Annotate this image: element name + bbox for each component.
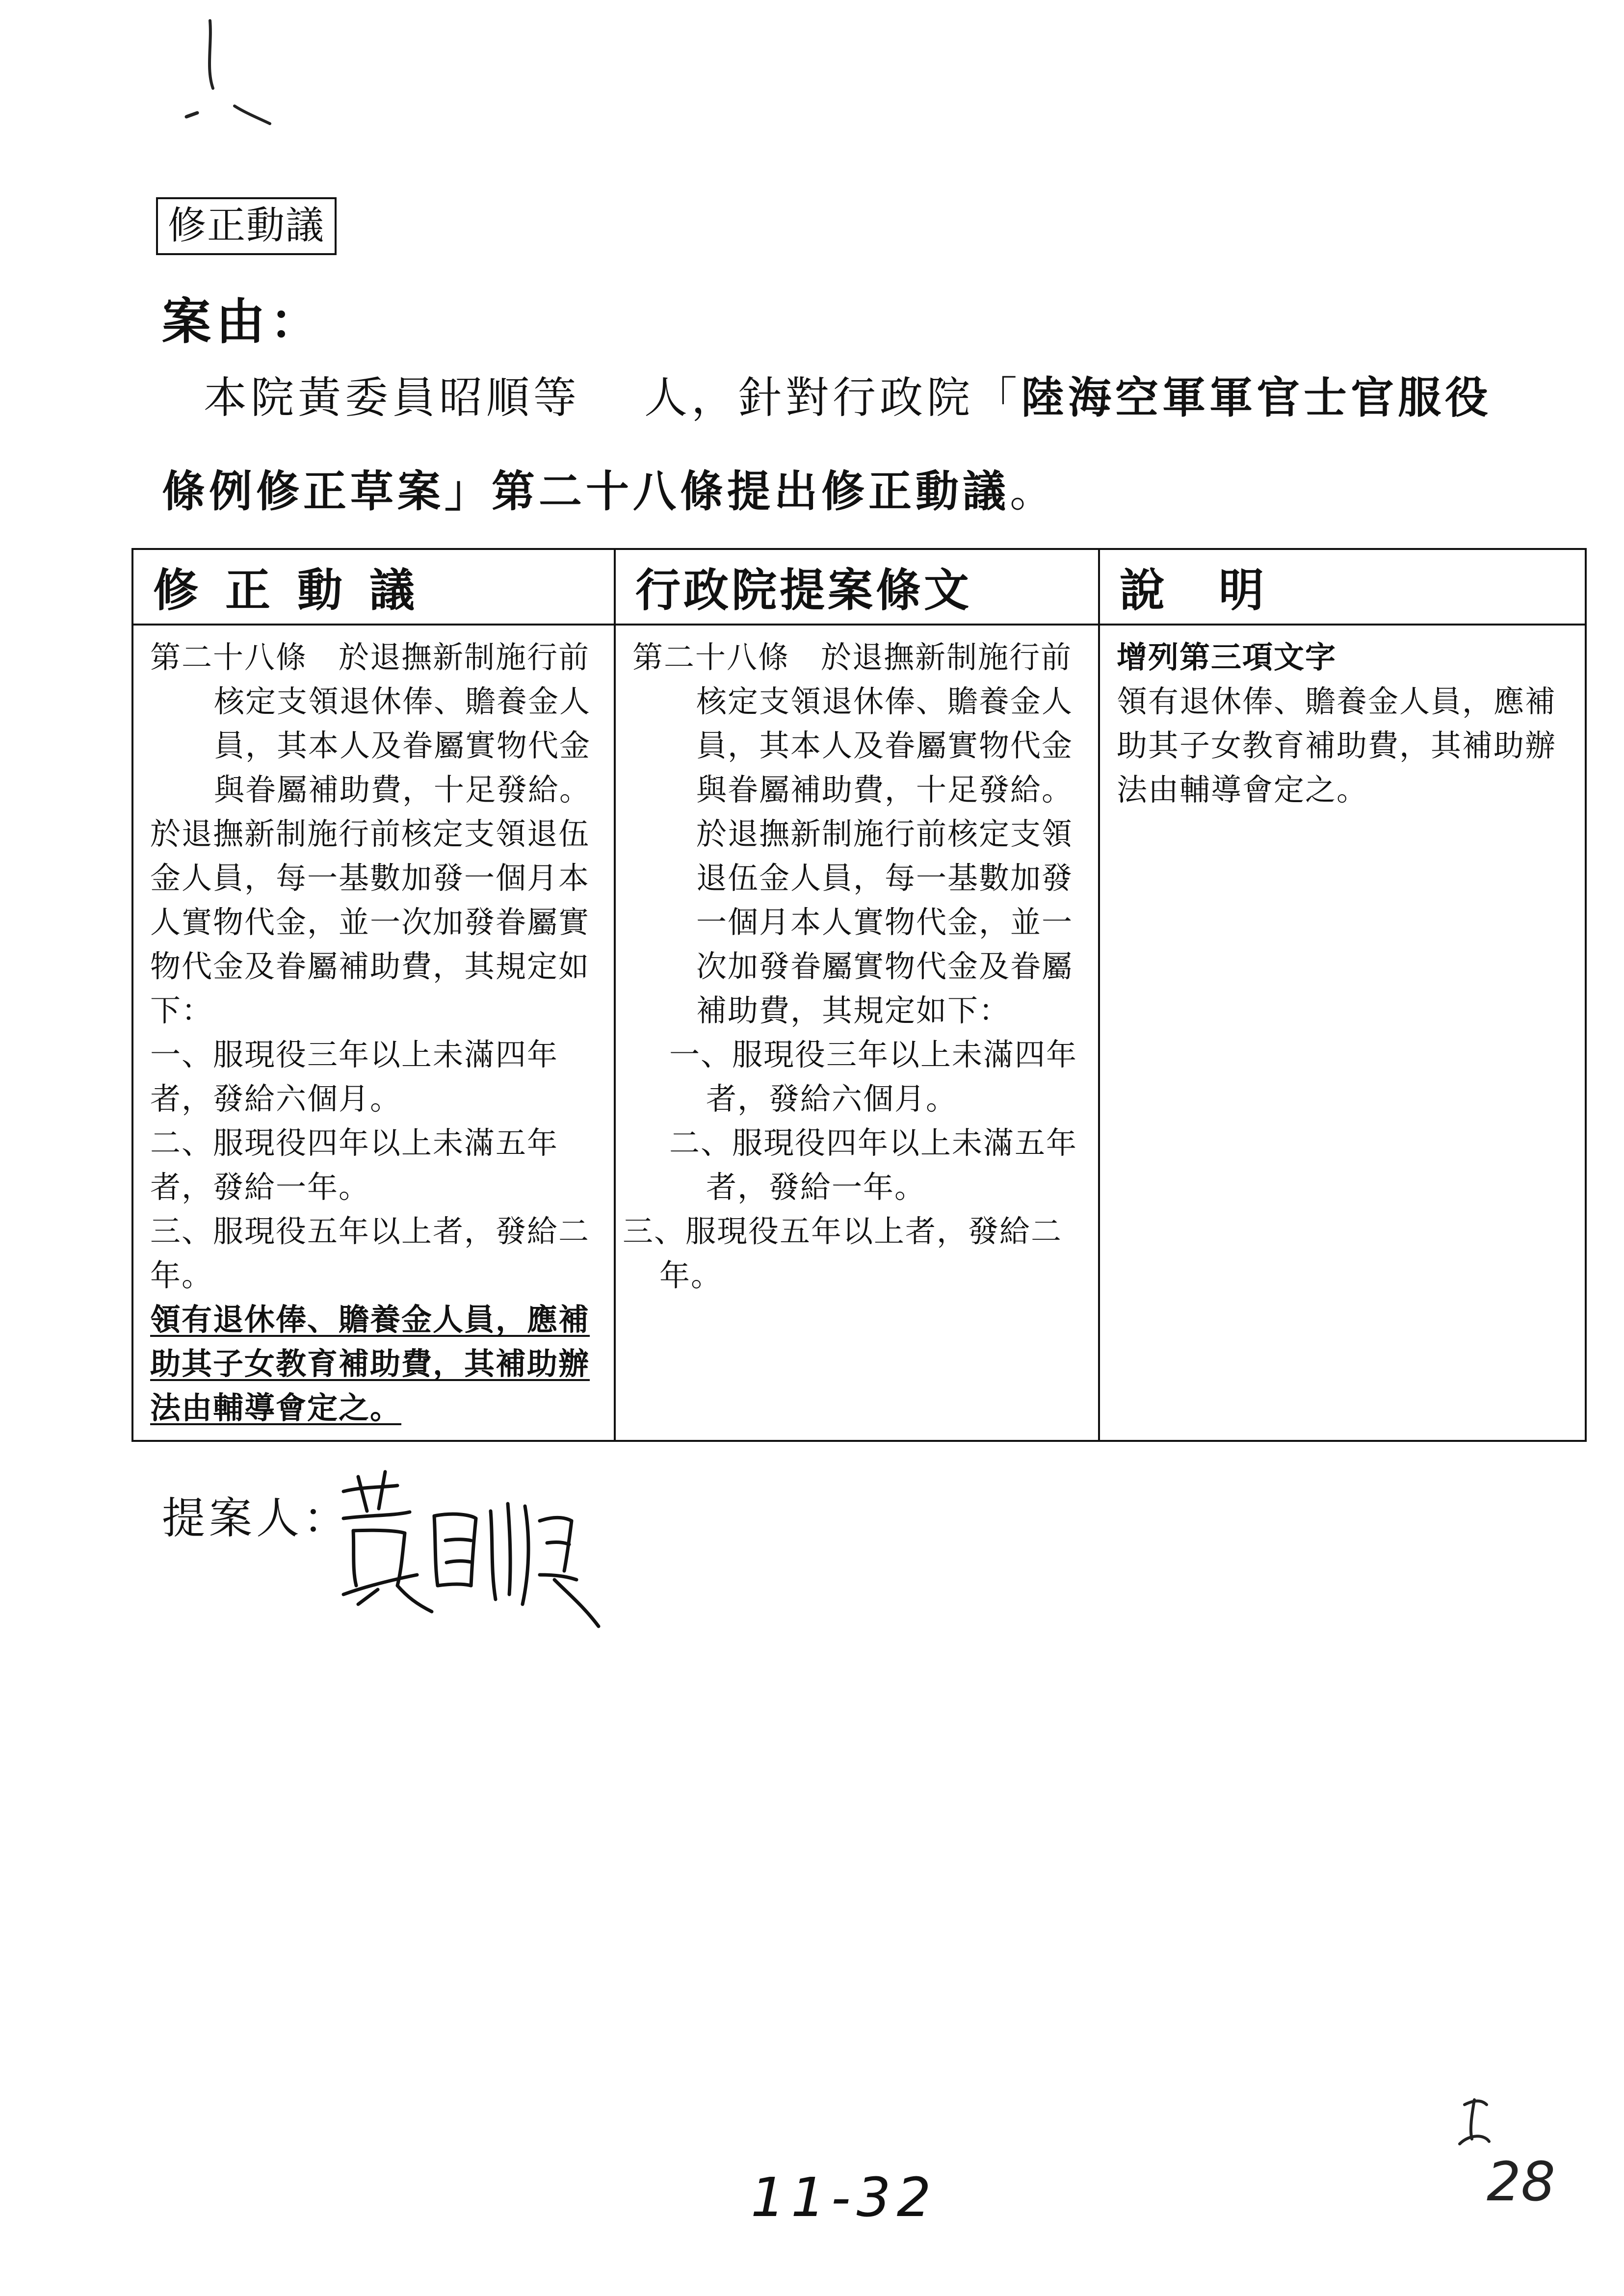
header-original: 行政院提案條文 [615, 549, 1099, 625]
amendment-p2: 於退撫新制施行前核定支領退伍金人員，每一基數加發一個月本人實物代金，並一次加發眷屬實物代金及眷屬補助費，其規定如下： [150, 816, 590, 1028]
handwritten-signature [324, 1457, 608, 1634]
amendment-cell [132, 625, 615, 1441]
comparison-table [131, 548, 1587, 1442]
original-p1: 第二十八條 於退撫新制施行前核定支領退休俸、贍養金人員，其本人及眷屬實物代金與眷屬補助費，十足發給。 [632, 639, 1074, 808]
case-reason [162, 351, 1516, 538]
header-explanation: 說明 [1099, 549, 1586, 625]
amendment-p1: 第二十八條 於退撫新制施行前核定支領退休俸、贍養金人員，其本人及眷屬實物代金與眷屬補助費，十足發給。 [150, 639, 591, 808]
amendment-item2: 二、服現役四年以上未滿五年者，發給一年。 [150, 1125, 559, 1205]
explanation-cell [1099, 625, 1586, 1441]
explanation-title: 增列第三項文字 [1117, 639, 1337, 675]
reason-bill-title: 陸海空軍軍官士官服役條例修正草案」第二十八條提出修正動議 [162, 372, 1493, 517]
header-amendment: 修正動議 [132, 549, 615, 625]
reason-end: 。 [1010, 466, 1057, 517]
case-heading: 案由： [162, 292, 324, 350]
amendment-added-paragraph: 領有退休俸、贍養金人員，應補助其子女教育補助費，其補助辦法由輔導會定之。 [150, 1302, 590, 1426]
handwritten-page-mark [1445, 2085, 1572, 2213]
reason-part1: 本院黃委員昭順等 [204, 372, 581, 423]
motion-label: 修正動議 [156, 197, 337, 255]
original-item1: 一、服現役三年以上未滿四年者，發給六個月。 [669, 1037, 1078, 1117]
table-header-row [132, 549, 1586, 625]
handwritten-mark [177, 15, 285, 128]
amendment-item1: 一、服現役三年以上未滿四年者，發給六個月。 [150, 1037, 559, 1117]
original-cell [615, 625, 1099, 1441]
explanation-body: 領有退休俸、贍養金人員，應補助其子女教育補助費，其補助辦法由輔導會定之。 [1117, 683, 1557, 808]
proposer-label: 提案人： [162, 1493, 351, 1543]
original-item2: 二、服現役四年以上未滿五年者，發給一年。 [669, 1125, 1078, 1205]
table-body-row [132, 625, 1586, 1441]
amendment-item3: 三、服現役五年以上者，發給二年。 [150, 1213, 590, 1293]
page-number: 11-32 [751, 2166, 937, 2229]
reason-part2: 人，針對行政院「 [644, 372, 1022, 423]
original-item3: 三、服現役五年以上者，發給二年。 [623, 1213, 1063, 1293]
corner-mark-text: 28 [1487, 2150, 1555, 2213]
original-p2: 於退撫新制施行前核定支領退伍金人員，每一基數加發一個月本人實物代金，並一次加發眷屬實物代金及眷屬補助費，其規定如下： [696, 816, 1074, 1028]
